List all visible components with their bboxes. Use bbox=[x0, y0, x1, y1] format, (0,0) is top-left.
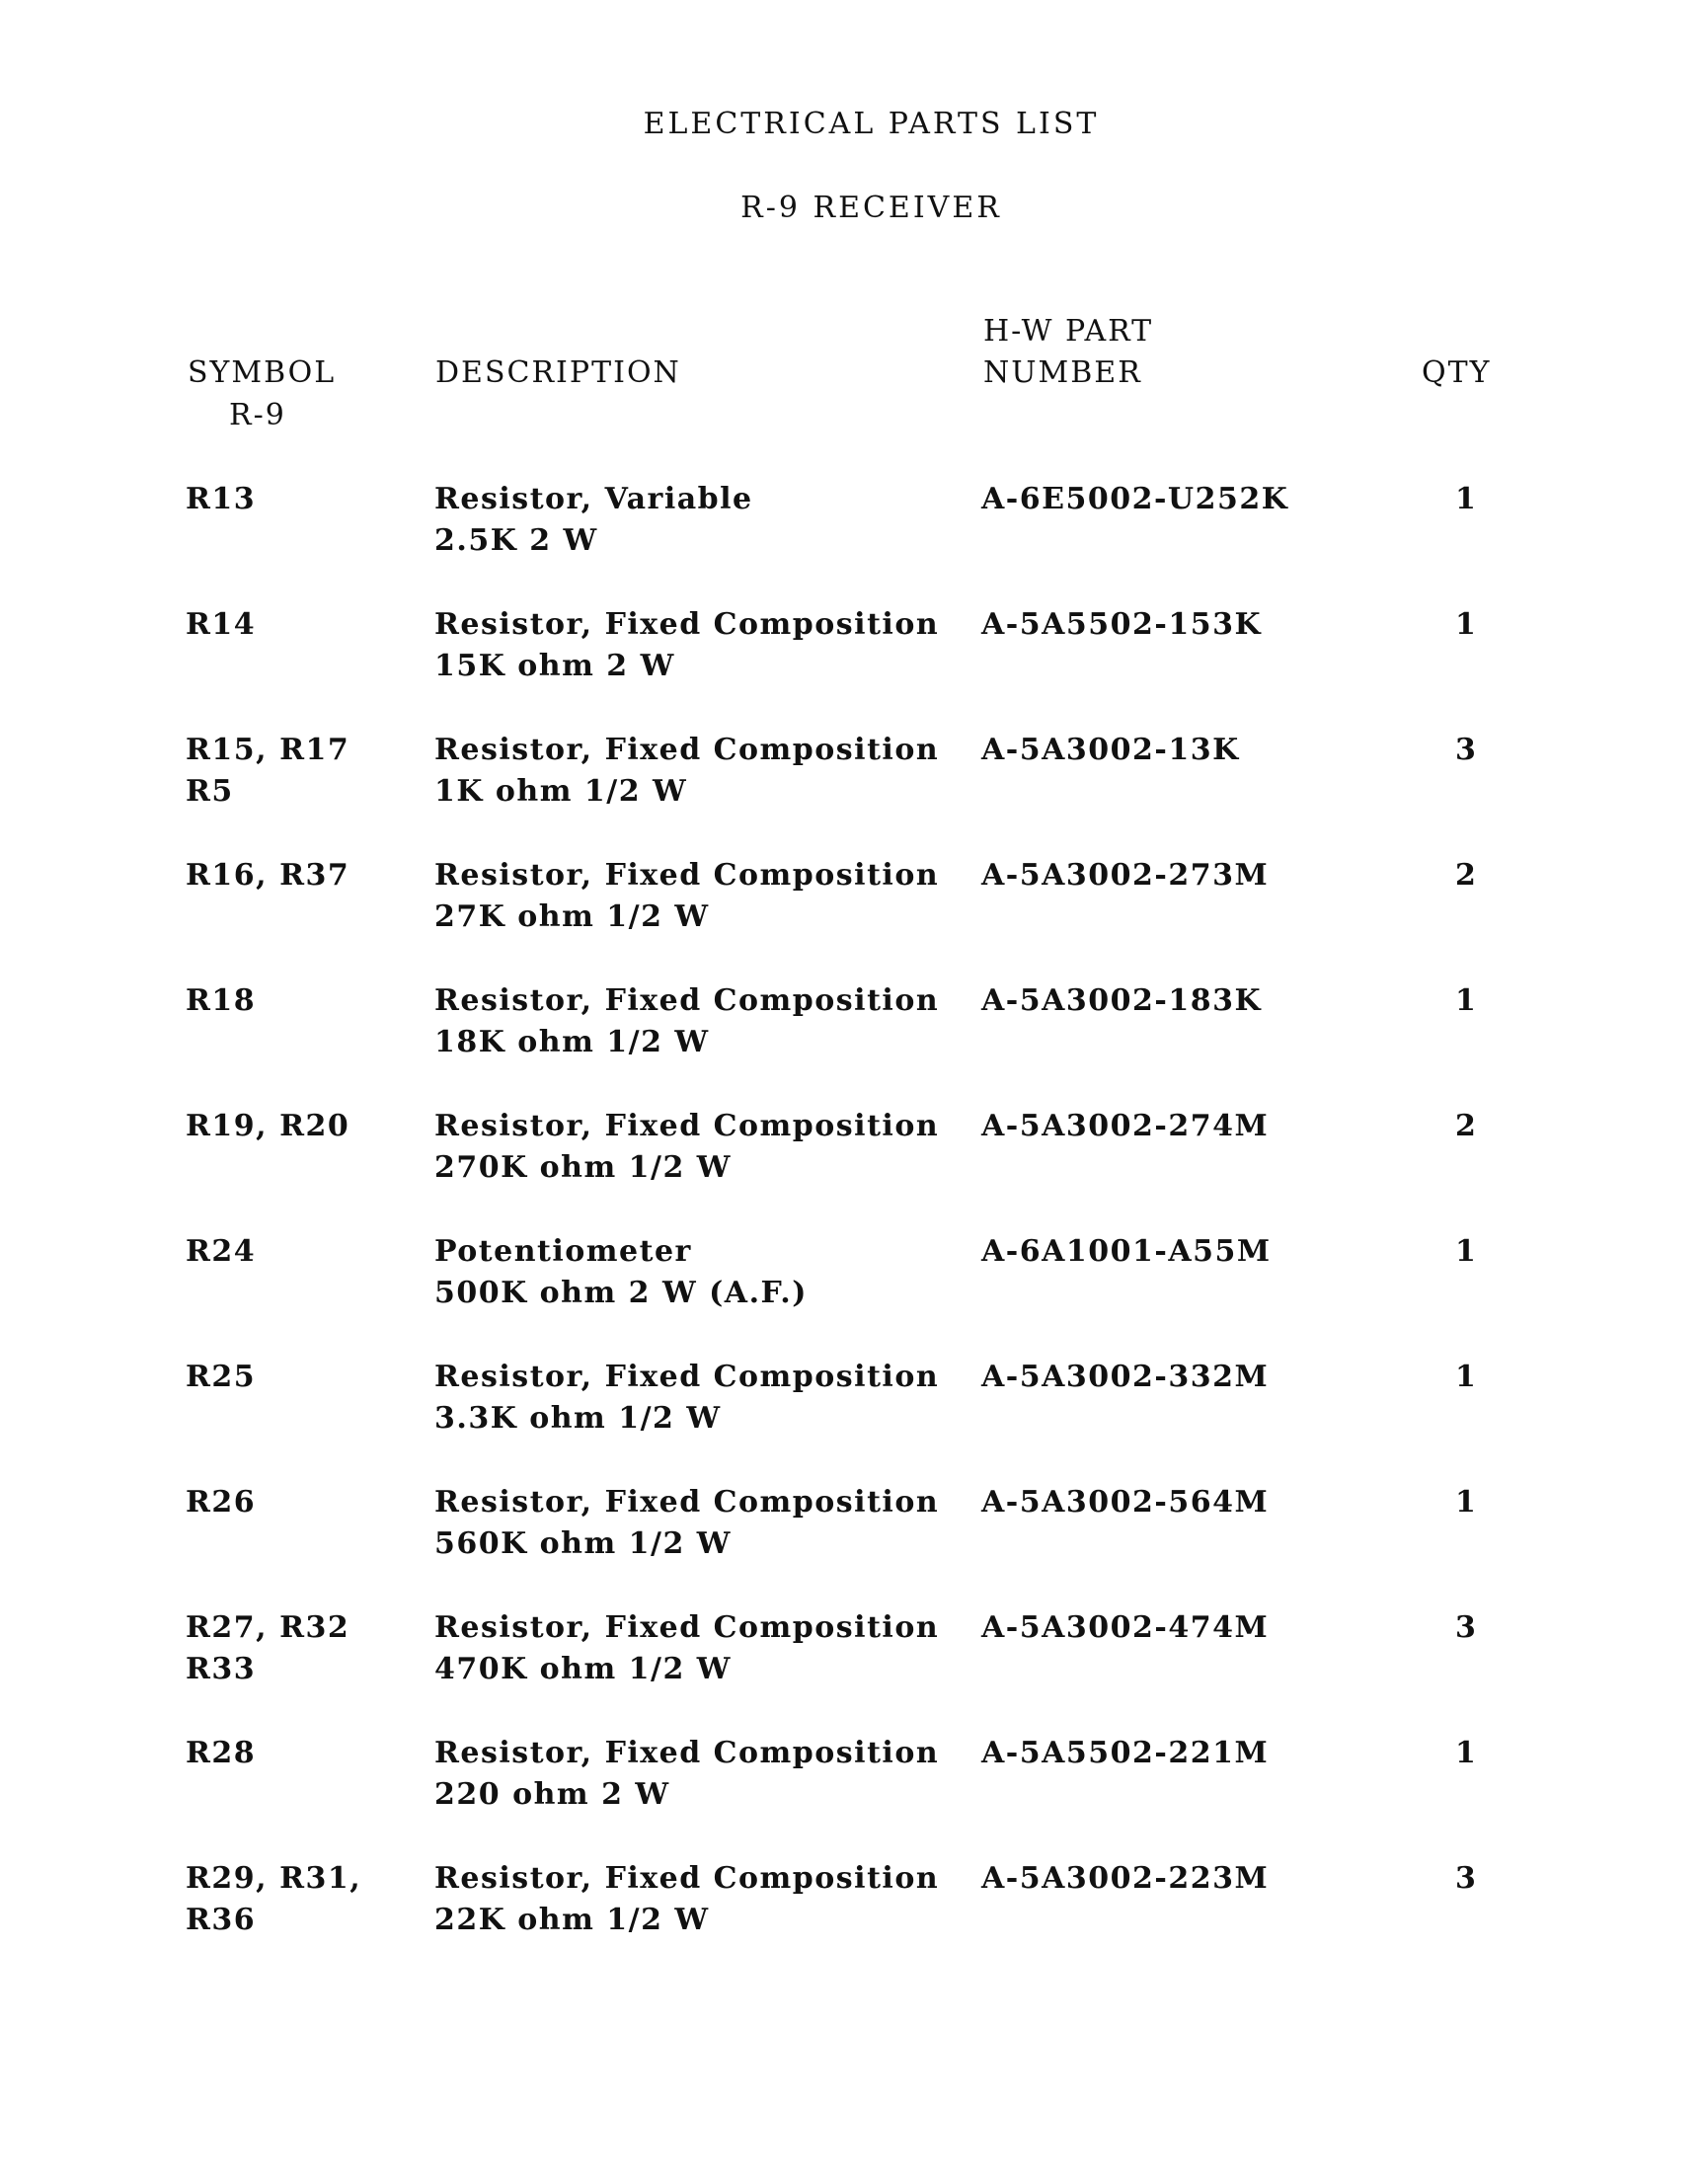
symbol-cell bbox=[186, 604, 413, 646]
part-number-cell: A-5A3002-332M bbox=[981, 1360, 1270, 1394]
description-line2: 18K ohm 1/2 W bbox=[434, 1025, 710, 1059]
symbol-line1: R15, R17 bbox=[186, 733, 350, 767]
description-line1: Resistor, Fixed Composition bbox=[434, 733, 940, 767]
header-part-number-line2: NUMBER bbox=[983, 355, 1142, 390]
table-row bbox=[0, 604, 1703, 730]
document-title: ELECTRICAL PARTS LIST bbox=[643, 107, 1100, 141]
part-number-cell: A-5A3002-223M bbox=[981, 1861, 1270, 1896]
part-number-cell: A-5A3002-564M bbox=[981, 1485, 1270, 1520]
part-number-cell: A-6A1001-A55M bbox=[981, 1234, 1272, 1269]
table-row bbox=[0, 855, 1703, 980]
description-cell bbox=[434, 1858, 987, 1941]
part-number-cell: A-5A3002-474M bbox=[981, 1610, 1270, 1645]
qty-cell: 1 bbox=[1455, 607, 1478, 642]
symbol-line1: R28 bbox=[186, 1736, 257, 1770]
symbol-cell bbox=[186, 1607, 413, 1690]
description-line1: Resistor, Fixed Composition bbox=[434, 1485, 940, 1520]
symbol-line1: R26 bbox=[186, 1485, 257, 1520]
header-qty: QTY bbox=[1422, 355, 1492, 390]
part-number-cell: A-5A5502-221M bbox=[981, 1736, 1270, 1770]
qty-cell: 1 bbox=[1455, 1234, 1478, 1269]
table-row bbox=[0, 479, 1703, 604]
qty-cell: 1 bbox=[1455, 1360, 1478, 1394]
part-number-cell: A-5A3002-274M bbox=[981, 1109, 1270, 1143]
part-number-cell: A-5A3002-13K bbox=[981, 733, 1240, 767]
header-symbol: SYMBOL bbox=[188, 355, 337, 390]
description-line1: Resistor, Fixed Composition bbox=[434, 858, 940, 893]
description-line1: Resistor, Fixed Composition bbox=[434, 1360, 940, 1394]
symbol-cell bbox=[186, 1858, 413, 1941]
description-line2: 27K ohm 1/2 W bbox=[434, 899, 710, 934]
description-line2: 270K ohm 1/2 W bbox=[434, 1150, 732, 1185]
header-description: DESCRIPTION bbox=[435, 355, 681, 390]
qty-cell: 3 bbox=[1455, 1861, 1478, 1896]
symbol-cell bbox=[186, 1357, 413, 1398]
symbol-cell bbox=[186, 1106, 413, 1147]
symbol-line2: R5 bbox=[186, 774, 234, 809]
description-line2: 560K ohm 1/2 W bbox=[434, 1526, 732, 1561]
description-cell bbox=[434, 730, 987, 813]
symbol-line1: R13 bbox=[186, 482, 257, 516]
qty-cell: 2 bbox=[1455, 858, 1478, 893]
symbol-line2: R33 bbox=[186, 1652, 257, 1686]
symbol-line1: R14 bbox=[186, 607, 257, 642]
description-cell bbox=[434, 1357, 987, 1440]
symbol-line1: R16, R37 bbox=[186, 858, 350, 893]
table-row bbox=[0, 1231, 1703, 1357]
table-row bbox=[0, 1106, 1703, 1231]
description-line1: Resistor, Variable bbox=[434, 482, 753, 516]
symbol-cell bbox=[186, 855, 413, 897]
qty-cell: 1 bbox=[1455, 1485, 1478, 1520]
description-line2: 470K ohm 1/2 W bbox=[434, 1652, 732, 1686]
symbol-cell bbox=[186, 730, 413, 813]
description-line2: 500K ohm 2 W (A.F.) bbox=[434, 1276, 808, 1310]
description-cell bbox=[434, 1231, 987, 1314]
part-number-cell: A-6E5002-U252K bbox=[981, 482, 1289, 516]
description-line2: 2.5K 2 W bbox=[434, 523, 598, 558]
table-row bbox=[0, 730, 1703, 855]
description-line2: 3.3K ohm 1/2 W bbox=[434, 1401, 722, 1436]
description-line1: Resistor, Fixed Composition bbox=[434, 607, 940, 642]
description-cell bbox=[434, 604, 987, 687]
qty-cell: 3 bbox=[1455, 733, 1478, 767]
description-cell bbox=[434, 980, 987, 1063]
part-number-cell: A-5A3002-183K bbox=[981, 983, 1263, 1018]
symbol-cell bbox=[186, 1733, 413, 1774]
qty-cell: 2 bbox=[1455, 1109, 1478, 1143]
description-cell bbox=[434, 1733, 987, 1816]
symbol-line1: R25 bbox=[186, 1360, 257, 1394]
part-number-cell: A-5A3002-273M bbox=[981, 858, 1270, 893]
qty-cell: 1 bbox=[1455, 482, 1478, 516]
table-row bbox=[0, 1607, 1703, 1733]
symbol-line1: R27, R32 bbox=[186, 1610, 350, 1645]
description-line1: Resistor, Fixed Composition bbox=[434, 1109, 940, 1143]
table-row bbox=[0, 1733, 1703, 1858]
document-subtitle: R-9 RECEIVER bbox=[740, 191, 1002, 225]
symbol-cell bbox=[186, 479, 413, 520]
symbol-cell bbox=[186, 1482, 413, 1523]
symbol-line1: R19, R20 bbox=[186, 1109, 350, 1143]
qty-cell: 3 bbox=[1455, 1610, 1478, 1645]
description-line2: 220 ohm 2 W bbox=[434, 1777, 670, 1812]
description-line1: Resistor, Fixed Composition bbox=[434, 1610, 940, 1645]
header-part-number-line1: H-W PART bbox=[983, 314, 1154, 349]
symbol-line1: R18 bbox=[186, 983, 257, 1018]
description-cell bbox=[434, 1482, 987, 1565]
symbol-line2: R36 bbox=[186, 1903, 257, 1937]
table-row bbox=[0, 980, 1703, 1106]
symbol-line1: R24 bbox=[186, 1234, 257, 1269]
description-cell bbox=[434, 1607, 987, 1690]
description-line2: 22K ohm 1/2 W bbox=[434, 1903, 710, 1937]
description-line1: Resistor, Fixed Composition bbox=[434, 1861, 940, 1896]
description-cell bbox=[434, 479, 987, 562]
header-part-number bbox=[983, 311, 1153, 394]
description-line1: Resistor, Fixed Composition bbox=[434, 983, 940, 1018]
table-row bbox=[0, 1482, 1703, 1607]
qty-cell: 1 bbox=[1455, 983, 1478, 1018]
description-cell bbox=[434, 855, 987, 938]
description-line1: Resistor, Fixed Composition bbox=[434, 1736, 940, 1770]
description-cell bbox=[434, 1106, 987, 1189]
parts-table bbox=[0, 479, 1703, 1984]
symbol-cell bbox=[186, 980, 413, 1022]
description-line1: Potentiometer bbox=[434, 1234, 692, 1269]
header-symbol-sub: R-9 bbox=[229, 398, 286, 432]
table-row bbox=[0, 1858, 1703, 1984]
symbol-line1: R29, R31, bbox=[186, 1861, 362, 1896]
description-line2: 1K ohm 1/2 W bbox=[434, 774, 688, 809]
description-line2: 15K ohm 2 W bbox=[434, 649, 675, 683]
table-row bbox=[0, 1357, 1703, 1482]
qty-cell: 1 bbox=[1455, 1736, 1478, 1770]
symbol-cell bbox=[186, 1231, 413, 1273]
part-number-cell: A-5A5502-153K bbox=[981, 607, 1263, 642]
